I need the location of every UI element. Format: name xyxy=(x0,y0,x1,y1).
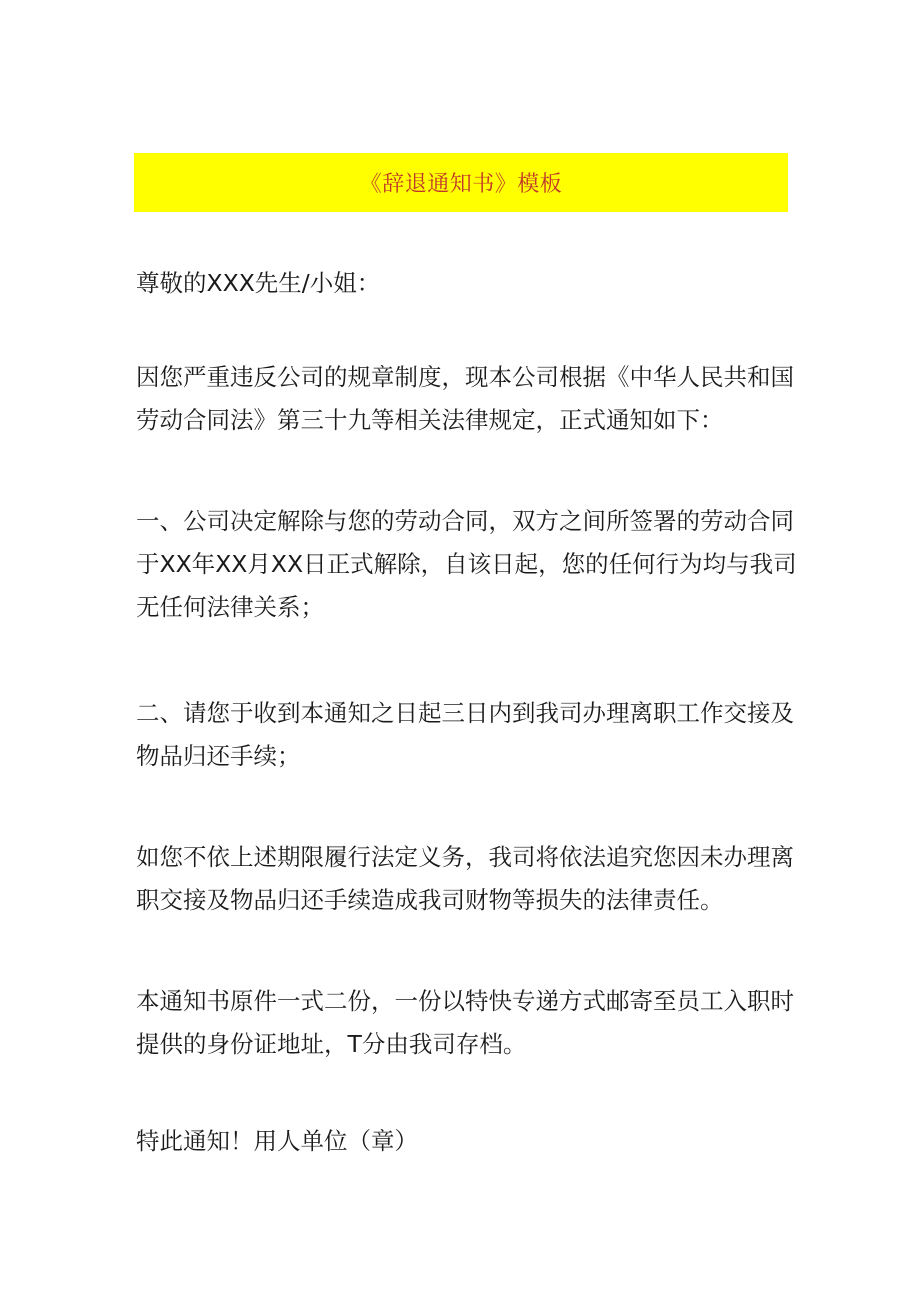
salutation-text: 尊敬的XXX先生/小姐： xyxy=(136,269,381,297)
item-one-line: 无任何法律关系； xyxy=(136,593,324,621)
intro-paragraph xyxy=(136,356,796,442)
title-banner xyxy=(134,153,788,212)
salutation xyxy=(136,262,796,305)
copies-line: 本通知书原件一式二份，一份以特快专递方式邮寄至员工入职时 xyxy=(136,987,794,1015)
closing-text: 特此通知！用人单位（章） xyxy=(136,1127,418,1155)
closing xyxy=(136,1120,796,1163)
warning-line: 如您不依上述期限履行法定义务，我司将依法追究您因未办理离 xyxy=(136,843,794,871)
item-two-line: 物品归还手续； xyxy=(136,742,301,770)
item-two-line: 二、请您于收到本通知之日起三日内到我司办理离职工作交接及 xyxy=(136,699,794,727)
copies-line: 提供的身份证地址，T分由我司存档。 xyxy=(136,1030,527,1058)
item-one-line: 一、公司决定解除与您的劳动合同，双方之间所签署的劳动合同 xyxy=(136,507,794,535)
document-title: 《辞退通知书》模板 xyxy=(359,172,563,197)
item-two-paragraph xyxy=(136,692,796,778)
item-one-line: 于XX年XX月XX日正式解除，自该日起，您的任何行为均与我司 xyxy=(136,550,797,578)
warning-paragraph xyxy=(136,836,796,922)
warning-line: 职交接及物品归还手续造成我司财物等损失的法律责任。 xyxy=(136,886,724,914)
copies-paragraph xyxy=(136,980,796,1066)
intro-line: 劳动合同法》第三十九等相关法律规定，正式通知如下： xyxy=(136,406,724,434)
item-one-paragraph xyxy=(136,500,796,629)
intro-line: 因您严重违反公司的规章制度，现本公司根据《中华人民共和国 xyxy=(136,363,794,391)
